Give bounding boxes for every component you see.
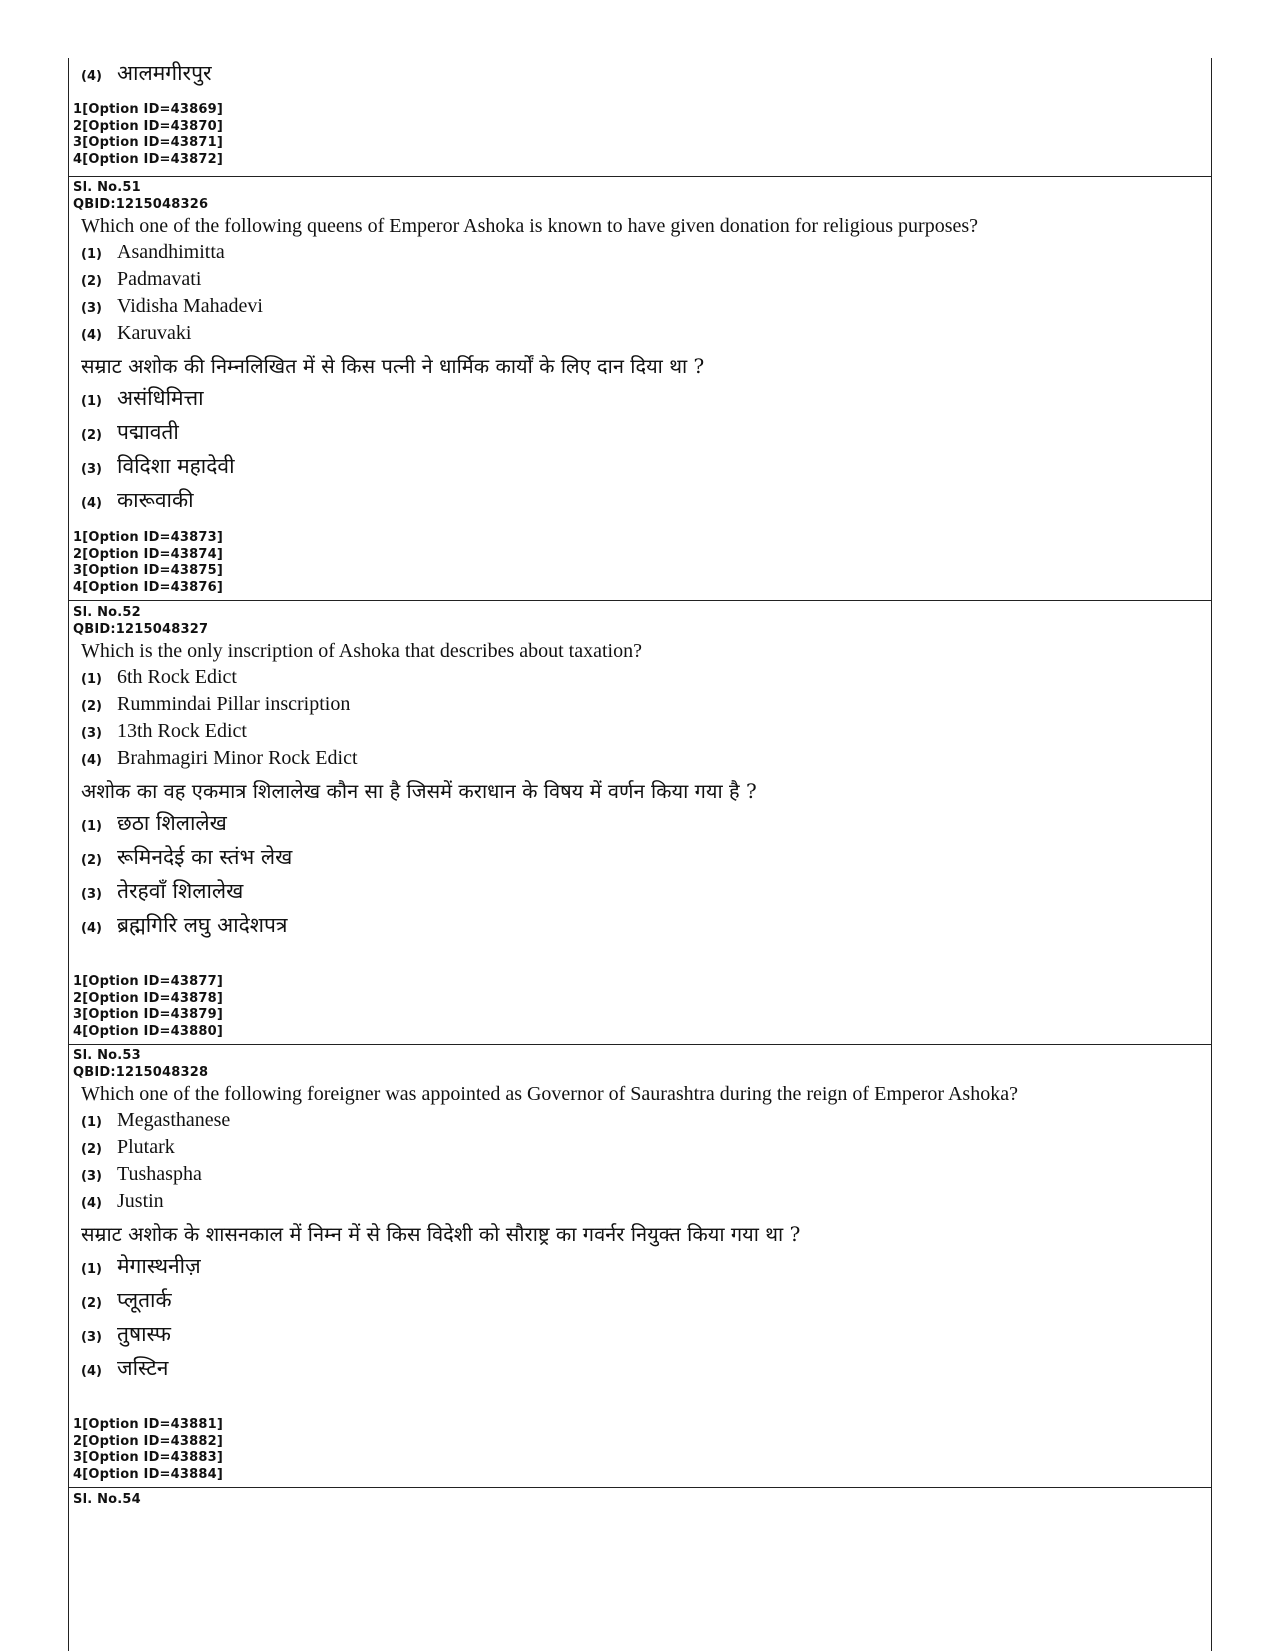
option-number: (4) [81, 1364, 102, 1379]
option-hi [81, 1283, 1211, 1317]
option-text: प्लूतार्क [117, 1288, 172, 1312]
option-text: Plutark [117, 1136, 175, 1158]
option-en [81, 239, 1211, 266]
next-question-head [68, 1492, 1211, 1509]
option-hi [81, 1249, 1211, 1283]
option-text: कारूवाकी [117, 488, 194, 512]
option-text: Karuvaki [117, 322, 192, 344]
qbid: QBID:1215048327 [73, 621, 209, 637]
option-number: (2) [81, 1296, 102, 1311]
option-id: 1[Option ID=43873] [73, 530, 224, 545]
option-text: पद्मावती [117, 420, 179, 444]
option-number: (2) [81, 274, 102, 289]
option-text: Tushaspha [117, 1163, 202, 1185]
question-text-hi: सम्राट अशोक की निम्नलिखित में से किस पत्नी ने धार्मिक कार्यों के लिए दान दिया था ? [81, 354, 705, 378]
option-id-list [68, 974, 1211, 1040]
option-hi [81, 415, 1211, 449]
option-number: (4) [81, 753, 102, 768]
option-number: (3) [81, 726, 102, 741]
qbid: QBID:1215048328 [73, 1064, 209, 1080]
question-text-hi: अशोक का वह एकमात्र शिलालेख कौन सा है जिसमें कराधान के विषय में वर्णन किया गया है ? [81, 779, 757, 803]
option-text: ब्रह्मगिरि लघु आदेशपत्र [117, 913, 288, 937]
option-text: तेरहवाँ शिलालेख [117, 879, 244, 903]
question-separator [68, 1044, 1211, 1045]
option-hi [81, 840, 1211, 874]
option-id: 1[Option ID=43881] [73, 1417, 224, 1432]
option-id: 3[Option ID=43875] [73, 563, 224, 578]
option-id: 2[Option ID=43882] [73, 1433, 224, 1449]
option-text: Rummindai Pillar inscription [117, 693, 351, 715]
option-number: (2) [81, 699, 102, 714]
option-text: 6th Rock Edict [117, 666, 237, 688]
option-number: (1) [81, 394, 102, 409]
option-hi [81, 483, 1211, 517]
serial-number: Sl. No.52 [73, 605, 141, 620]
option-number: (2) [81, 853, 102, 868]
option-id: 3[Option ID=43883] [73, 1450, 224, 1465]
option-id: 3[Option ID=43879] [73, 1007, 224, 1022]
option-text: 13th Rock Edict [117, 720, 247, 742]
question-text-en: Which is the only inscription of Ashoka that describes about taxation? [81, 640, 642, 662]
option-id-list [68, 530, 1211, 596]
option-en [81, 266, 1211, 293]
option-text: Justin [117, 1190, 164, 1212]
option-text: मेगास्थनीज़ [117, 1254, 201, 1278]
option-number: (1) [81, 1115, 102, 1130]
option-id: 4[Option ID=43884] [73, 1466, 224, 1482]
option-en [81, 664, 1211, 691]
option-text: छठा शिलालेख [117, 811, 227, 835]
question-text-en: Which one of the following queens of Emperor Ashoka is known to have given donation for religious purposes? [81, 215, 979, 237]
option-number: (1) [81, 247, 102, 262]
option-number: (2) [81, 1142, 102, 1157]
option-en [81, 718, 1211, 745]
option-number: (3) [81, 1169, 102, 1184]
option-id: 4[Option ID=43876] [73, 579, 224, 595]
option-number: (4) [81, 69, 102, 84]
option-text: रूमिनदेई का स्तंभ लेख [117, 845, 293, 869]
option-text: तुषास्फ [117, 1322, 171, 1346]
option-number: (3) [81, 887, 102, 902]
option-text: जस्टिन [117, 1356, 169, 1380]
option-en [81, 745, 1211, 772]
option-number: (3) [81, 1330, 102, 1345]
option-en [81, 320, 1211, 347]
option-text: असंधिमित्ता [117, 386, 204, 410]
option-en [81, 1107, 1211, 1134]
option-id: 2[Option ID=43878] [73, 990, 224, 1006]
option-id: 2[Option ID=43870] [73, 118, 224, 134]
option-text: Vidisha Mahadevi [117, 295, 263, 317]
option-hi [81, 1351, 1211, 1385]
option-text: Megasthanese [117, 1109, 231, 1131]
prev-question-tail [68, 56, 1211, 168]
option-text: विदिशा महादेवी [117, 454, 235, 478]
question-block [68, 605, 1211, 942]
option-number: (1) [81, 672, 102, 687]
question-separator [68, 1487, 1211, 1488]
option-text: आलमगीरपुर [117, 61, 212, 85]
option-id: 2[Option ID=43874] [73, 546, 224, 562]
option-id-list [73, 102, 1211, 168]
option-id: 1[Option ID=43877] [73, 974, 224, 989]
option-number: (3) [81, 301, 102, 316]
option-en [81, 293, 1211, 320]
option-hi [81, 874, 1211, 908]
option-number: (2) [81, 428, 102, 443]
option-id: 1[Option ID=43869] [73, 102, 224, 117]
question-block [68, 1048, 1211, 1385]
option-number: (1) [81, 819, 102, 834]
option-number: (4) [81, 1196, 102, 1211]
option-number: (4) [81, 496, 102, 511]
option-en [81, 1188, 1211, 1215]
option-en [81, 1134, 1211, 1161]
option-number: (4) [81, 921, 102, 936]
question-text-en: Which one of the following foreigner was appointed as Governor of Saurashtra during the reign of Emperor Ashoka? [81, 1083, 1018, 1105]
question-separator [68, 176, 1211, 177]
qbid: QBID:1215048326 [73, 196, 209, 212]
question-separator [68, 600, 1211, 601]
serial-number: Sl. No.54 [73, 1492, 141, 1507]
question-text-hi: सम्राट अशोक के शासनकाल में निम्न में से किस विदेशी को सौराष्ट्र का गवर्नर नियुक्त किया गया था ? [81, 1222, 801, 1246]
option-en [81, 1161, 1211, 1188]
option-hi [81, 449, 1211, 483]
option-en [81, 691, 1211, 718]
option-id: 4[Option ID=43880] [73, 1023, 224, 1039]
option-text: Brahmagiri Minor Rock Edict [117, 747, 358, 769]
option-number: (3) [81, 462, 102, 477]
option-text: Padmavati [117, 268, 202, 290]
option-hi [81, 56, 1211, 90]
option-hi [81, 381, 1211, 415]
option-hi [81, 908, 1211, 942]
option-id: 3[Option ID=43871] [73, 135, 224, 150]
option-id-list [68, 1417, 1211, 1483]
option-number: (1) [81, 1262, 102, 1277]
option-hi [81, 806, 1211, 840]
option-hi [81, 1317, 1211, 1351]
option-text: Asandhimitta [117, 241, 225, 263]
question-block [68, 180, 1211, 517]
serial-number: Sl. No.53 [73, 1048, 141, 1063]
option-id: 4[Option ID=43872] [73, 151, 224, 167]
serial-number: Sl. No.51 [73, 180, 141, 195]
option-number: (4) [81, 328, 102, 343]
